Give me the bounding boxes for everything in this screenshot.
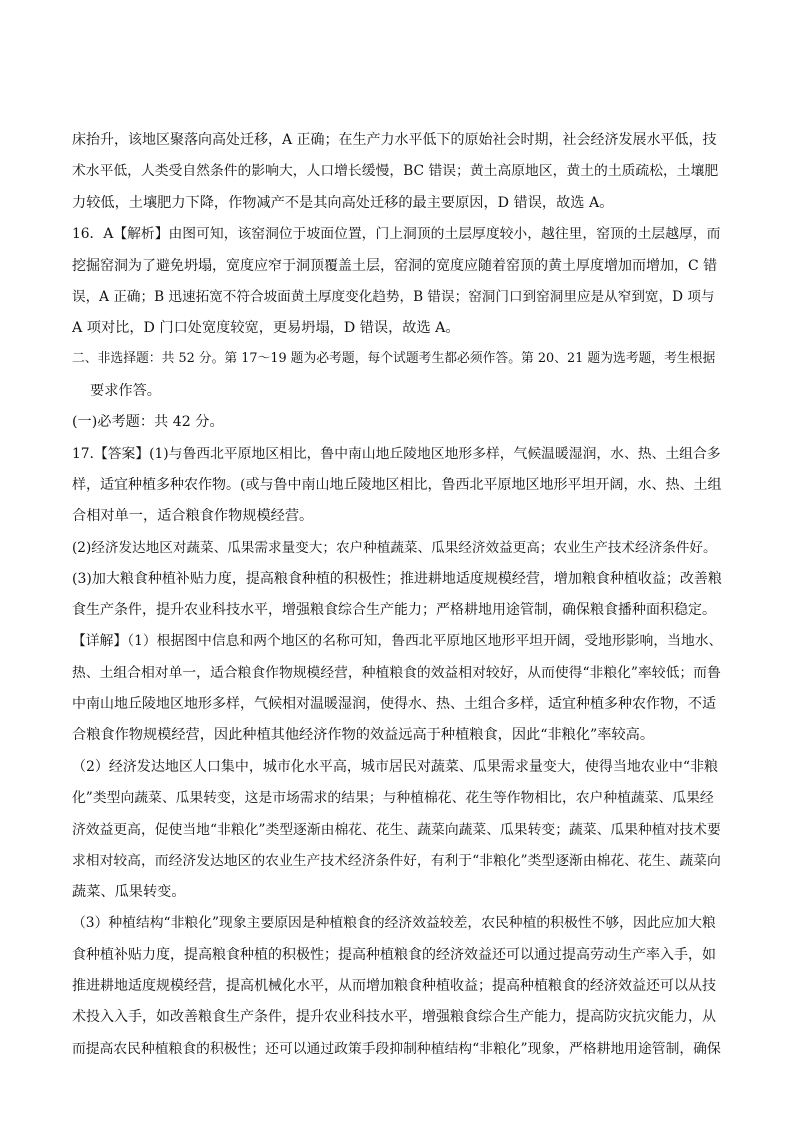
text-line: 而提高农民种植粮食的积极性；还可以通过政策手段抑制种植结构“非粮化”现象，严格耕地用途管制，确保 xyxy=(72,1041,721,1057)
text-line: 蔬菜、瓜果转变。 xyxy=(72,884,186,900)
text-line: (3)加大粮食种植补贴力度，提高粮食种植的积极性；推进耕地适度规模经营，增加粮食种植收益；改善粮 xyxy=(72,571,722,587)
text-line: 济效益更高，促使当地“非粮化”类型逐渐由棉花、花生、蔬菜向蔬菜、瓜果转变；蔬菜、瓜果种植对技术要 xyxy=(72,822,721,838)
text-line: 合相对单一，适合粮食作物规模经营。 xyxy=(72,508,314,524)
text-line: 食种植补贴力度，提高粮食种植的积极性；提高种植粮食的经济效益还可以通过提高劳动生产率入手，如 xyxy=(72,947,716,963)
text-line: A 项对比，D 门口处宽度较宽，更易坍塌，D 错误，故选 A。 xyxy=(72,320,460,336)
text-line: 术投入入手，如改善粮食生产条件，提升农业科技水平，增强粮食综合生产能力，提高防灾抗灾能力，从 xyxy=(72,1009,716,1025)
text-line: 样，适宜种植多种农作物。(或与鲁中南山地丘陵地区相比，鲁西北平原地区地形平坦开阔，水、热、土组 xyxy=(72,477,722,493)
text-line: 化”类型向蔬菜、瓜果转变，这是市场需求的结果；与种植棉花、花生等作物相比，农户种植蔬菜、瓜果经 xyxy=(72,790,714,806)
text-line: 挖掘窑洞为了避免坍塌，宽度应窄于洞顶覆盖土层，窑洞的宽度应随着窑顶的黄土厚度增加而增加，C 错 xyxy=(72,258,718,274)
text-line: 17.【答案】(1)与鲁西北平原地区相比，鲁中南山地丘陵地区地形多样，气候温暖湿润，水、热、土组合多 xyxy=(72,446,721,462)
text-line: 术水平低，人类受自然条件的影响大，人口增长缓慢，BC 错误；黄土高原地区，黄土的土质疏松，土壤肥 xyxy=(72,163,719,179)
subsection-heading: (一)必考题：共 42 分。 xyxy=(72,414,224,430)
text-line: 热、土组合相对单一，适合粮食作物规模经营，种植粮食的效益相对较好，从而使得“非粮化”率较低；而鲁 xyxy=(72,665,721,681)
text-line: 误，A 正确；B 迅速拓宽不符合坡面黄土厚度变化趋势，B 错误；窑洞门口到窑洞里应是从窄到宽，D 项与 xyxy=(72,289,715,305)
text-line: 16．A【解析】由图可知，该窑洞位于坡面位置，门上洞顶的土层厚度较小，越往里，窑顶的土层越厚，而 xyxy=(72,226,721,242)
text-line: 床抬升，该地区聚落向高处迁移，A 正确；在生产力水平低下的原始社会时期，社会经济发展水平低，技 xyxy=(72,132,717,148)
text-line: 求相对较高，而经济发达地区的农业生产技术经济条件好，有利于“非粮化”类型逐渐由棉花、花生、蔬菜向 xyxy=(72,853,721,869)
text-line: 食生产条件，提升农业科技水平，增强粮食综合生产能力；严格耕地用途管制，确保粮食播种面积稳定。 xyxy=(72,602,716,618)
section-heading: 二、非选择题：共 52 分。第 17～19 题为必考题，每个试题考生都必须作答。第 20、21 题为选考题，考生根据 xyxy=(72,351,716,366)
text-line: （2）经济发达地区人口集中，城市化水平高，城市居民对蔬菜、瓜果需求量变大，使得当地农业中“非粮 xyxy=(72,759,719,775)
section-heading-continued: 要求作答。 xyxy=(90,383,161,399)
text-line: 【详解】（1）根据图中信息和两个地区的名称可知，鲁西北平原地区地形平坦开阔，受地形影响，当地水、 xyxy=(72,633,723,649)
text-line: 合粮食作物规模经营，因此种植其他经济作物的效益远高于种植粮食，因此“非粮化”率较高。 xyxy=(72,727,655,743)
text-line: 推进耕地适度规模经营，提高机械化水平，从而增加粮食种植收益；提高种植粮食的经济效益还可以从技 xyxy=(72,978,716,994)
text-line: 力较低，土壤肥力下降，作物减产不是其向高处迁移的最主要原因，D 错误，故选 A。 xyxy=(72,195,614,211)
text-line: (2)经济发达地区对蔬菜、瓜果需求量变大；农户种植蔬菜、瓜果经济效益更高；农业生产技术经济条件好。 xyxy=(72,540,717,556)
text-line: （3）种植结构“非粮化”现象主要原因是种植粮食的经济效益较差，农民种植的积极性不够，因此应加大粮 xyxy=(72,915,716,931)
text-line: 中南山地丘陵地区地形多样，气候相对温暖湿润，使得水、热、土组合多样，适宜种植多种农作物，不适 xyxy=(72,696,716,712)
